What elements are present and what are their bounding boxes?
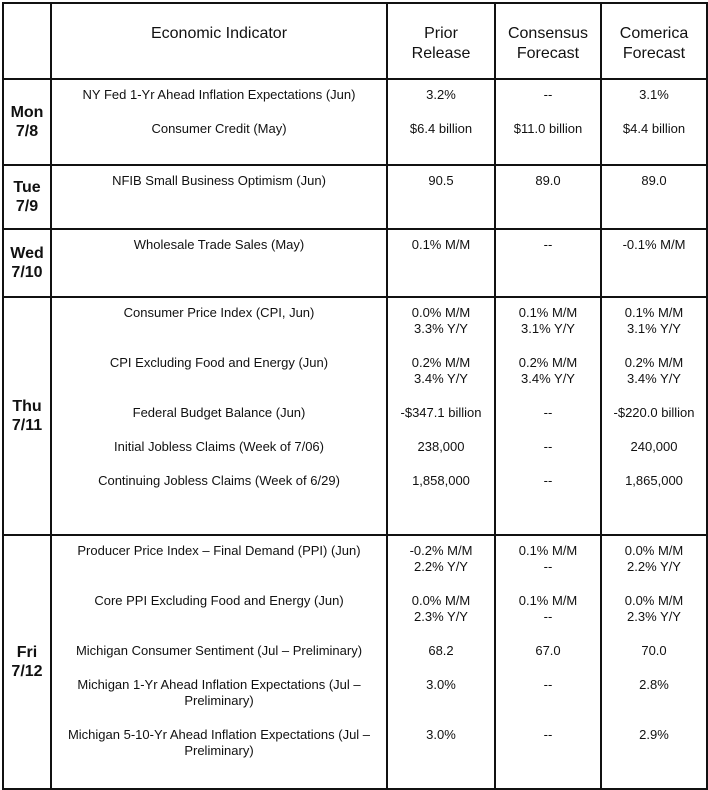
consensus-value: 0.2% M/M 3.4% Y/Y — [518, 355, 578, 386]
comerica-value: 0.0% M/M 2.3% Y/Y — [624, 593, 684, 624]
consensus-value: -- — [543, 677, 553, 692]
consensus-cell — [495, 165, 601, 229]
comerica-cell — [601, 535, 707, 789]
comerica-value: 0.1% M/M 3.1% Y/Y — [624, 305, 684, 336]
comerica-value: 70.0 — [641, 643, 667, 658]
prior-value: 0.0% M/M 3.3% Y/Y — [411, 305, 471, 336]
indicator-value: Core PPI Excluding Food and Energy (Jun) — [94, 593, 344, 608]
indicator-value: Michigan Consumer Sentiment (Jul – Preliminary) — [75, 643, 363, 658]
prior-cell — [387, 229, 495, 297]
prior-value: 0.2% M/M 3.4% Y/Y — [411, 355, 471, 386]
day-label: Fri 7/12 — [3, 535, 51, 789]
day-label: Tue 7/9 — [3, 165, 51, 229]
consensus-cell — [495, 79, 601, 165]
consensus-value: 0.1% M/M -- — [518, 543, 578, 574]
header-row — [3, 3, 707, 79]
comerica-value: 3.1% — [639, 87, 669, 102]
indicator-value: Michigan 1-Yr Ahead Inflation Expectations (Jul – Preliminary) — [77, 677, 361, 708]
prior-value: 3.0% — [426, 727, 456, 742]
prior-value: 0.1% M/M — [411, 237, 471, 252]
comerica-value: 0.2% M/M 3.4% Y/Y — [624, 355, 684, 386]
day-label: Mon 7/8 — [3, 79, 51, 165]
prior-value: 238,000 — [417, 439, 465, 454]
indicator-value: Continuing Jobless Claims (Week of 6/29) — [98, 473, 340, 488]
indicator-cell — [51, 165, 387, 229]
prior-cell — [387, 165, 495, 229]
comerica-value: $4.4 billion — [622, 121, 686, 136]
consensus-value: -- — [543, 473, 553, 488]
prior-value: $6.4 billion — [409, 121, 473, 136]
comerica-value: 89.0 — [641, 173, 667, 188]
indicator-value: Initial Jobless Claims (Week of 7/06) — [113, 439, 324, 454]
comerica-value: 240,000 — [630, 439, 678, 454]
comerica-value: -$220.0 billion — [613, 405, 695, 420]
indicator-cell — [51, 535, 387, 789]
header-indicator: Economic Indicator — [51, 3, 387, 79]
consensus-value: -- — [543, 439, 553, 454]
consensus-cell — [495, 297, 601, 535]
economic-calendar-table — [2, 2, 708, 790]
indicator-value: Federal Budget Balance (Jun) — [132, 405, 306, 420]
indicator-value: Consumer Credit (May) — [151, 121, 287, 136]
header-day — [3, 3, 51, 79]
prior-value: 3.2% — [426, 87, 456, 102]
prior-value: -0.2% M/M 2.2% Y/Y — [409, 543, 473, 574]
indicator-value: Producer Price Index – Final Demand (PPI) (Jun) — [77, 543, 361, 558]
comerica-value: 1,865,000 — [625, 473, 683, 488]
indicator-cell — [51, 79, 387, 165]
consensus-cell — [495, 535, 601, 789]
comerica-value: 0.0% M/M 2.2% Y/Y — [624, 543, 684, 574]
comerica-value: 2.8% — [639, 677, 669, 692]
indicator-value: Michigan 5-10-Yr Ahead Inflation Expectations (Jul – Preliminary) — [67, 727, 371, 758]
prior-cell — [387, 535, 495, 789]
consensus-value: 67.0 — [535, 643, 561, 658]
day-block — [3, 79, 707, 165]
comerica-cell — [601, 297, 707, 535]
consensus-value: -- — [543, 405, 553, 420]
indicator-cell — [51, 297, 387, 535]
day-block — [3, 297, 707, 535]
header-prior: Prior Release — [387, 3, 495, 79]
day-block — [3, 165, 707, 229]
prior-cell — [387, 79, 495, 165]
consensus-value: -- — [543, 87, 553, 102]
consensus-value: -- — [543, 237, 553, 252]
comerica-cell — [601, 165, 707, 229]
day-label: Wed 7/10 — [3, 229, 51, 297]
header-consensus: Consensus Forecast — [495, 3, 601, 79]
day-block — [3, 229, 707, 297]
comerica-value: -0.1% M/M — [622, 237, 686, 252]
prior-cell — [387, 297, 495, 535]
prior-value: 0.0% M/M 2.3% Y/Y — [411, 593, 471, 624]
comerica-cell — [601, 229, 707, 297]
prior-value: 1,858,000 — [412, 473, 470, 488]
day-block — [3, 535, 707, 789]
indicator-cell — [51, 229, 387, 297]
comerica-value: 2.9% — [639, 727, 669, 742]
consensus-value: 89.0 — [535, 173, 561, 188]
consensus-value: -- — [543, 727, 553, 742]
consensus-cell — [495, 229, 601, 297]
indicator-value: Consumer Price Index (CPI, Jun) — [123, 305, 315, 320]
prior-value: -$347.1 billion — [400, 405, 482, 420]
consensus-value: 0.1% M/M 3.1% Y/Y — [518, 305, 578, 336]
consensus-value: $11.0 billion — [513, 121, 583, 136]
header-comerica: Comerica Forecast — [601, 3, 707, 79]
prior-value: 90.5 — [428, 173, 454, 188]
indicator-value: NFIB Small Business Optimism (Jun) — [112, 173, 326, 188]
indicator-value: Wholesale Trade Sales (May) — [133, 237, 305, 252]
day-label: Thu 7/11 — [3, 297, 51, 535]
indicator-value: CPI Excluding Food and Energy (Jun) — [109, 355, 329, 370]
consensus-value: 0.1% M/M -- — [518, 593, 578, 624]
indicator-value: NY Fed 1-Yr Ahead Inflation Expectations (Jun) — [82, 87, 356, 102]
prior-value: 68.2 — [428, 643, 454, 658]
comerica-cell — [601, 79, 707, 165]
prior-value: 3.0% — [426, 677, 456, 692]
